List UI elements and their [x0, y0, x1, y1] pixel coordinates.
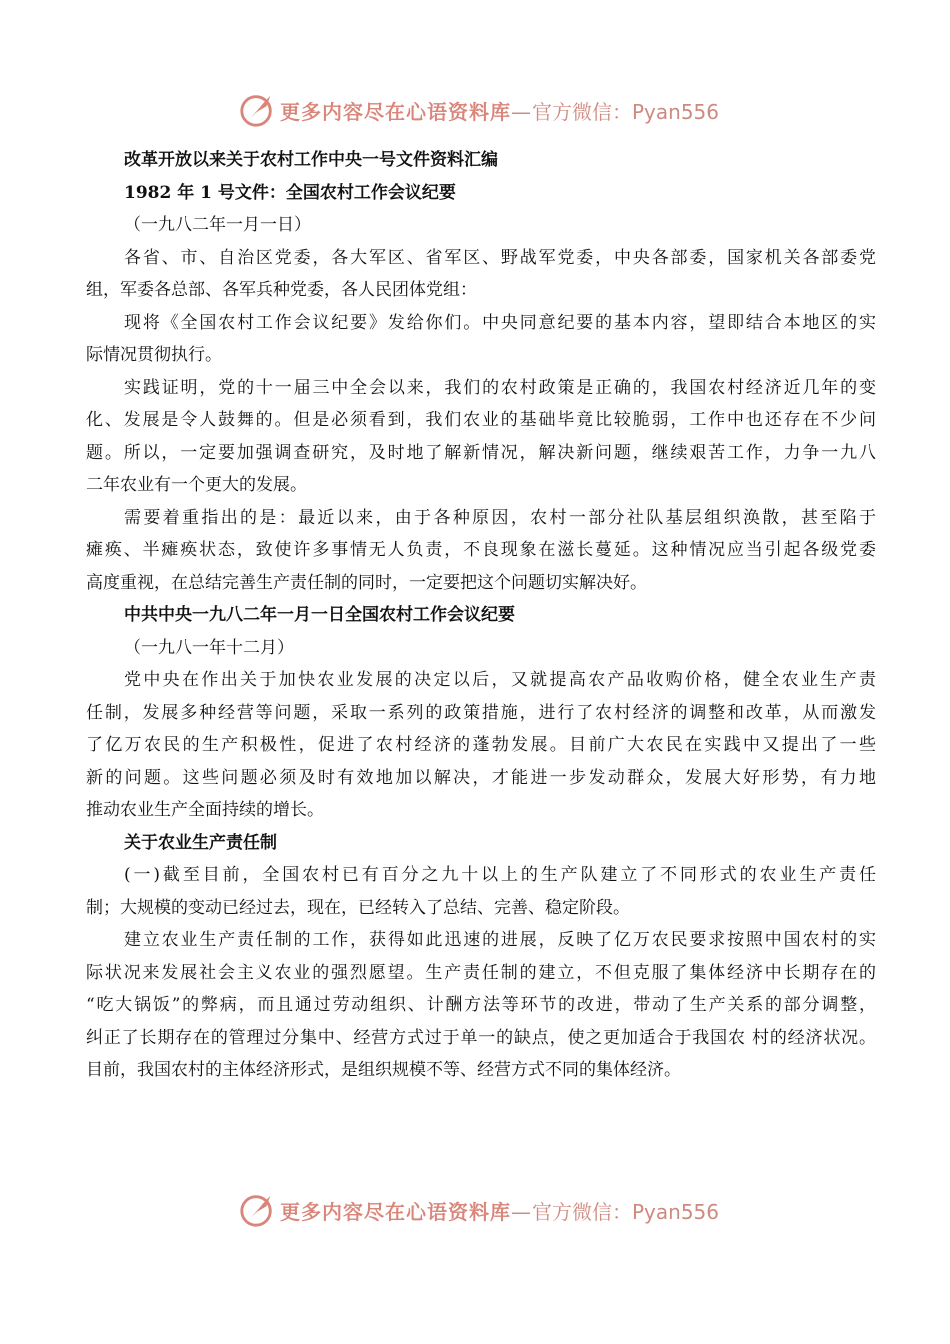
paragraph-line: 目前，我国农村的主体经济形式，是组织规模不等、经营方式不同的集体经济。 — [86, 1060, 681, 1080]
paragraph-line: 高度重视，在总结完善生产责任制的同时，一定要把这个问题切实解决好。 — [86, 572, 647, 593]
paragraph-line: 际状况来发展社会主义农业的强烈愿望。生产责任制的建立，不但克服了集体经济中长期存在的 — [86, 962, 876, 983]
paragraph-line: 纠正了长期存在的管理过分集中、经营方式过于单一的缺点，使之更加适合于我国农 村的经济状况。 — [86, 1027, 876, 1048]
watermark-banner-top — [238, 90, 738, 130]
date-line: （一九八二年一月一日） — [124, 215, 311, 235]
document-title: 改革开放以来关于农村工作中央一号文件资料汇编 — [124, 150, 498, 170]
paragraph-line: 各省、市、自治区党委，各大军区、省军区、野战军党委，中央各部委，国家机关各部委党 — [124, 247, 876, 268]
paragraph-line: 际情况贯彻执行。 — [86, 345, 222, 365]
quill-logo-icon — [238, 91, 276, 129]
paragraph-line: 建立农业生产责任制的工作，获得如此迅速的进展，反映了亿万农民要求按照中国农村的实 — [124, 930, 876, 950]
paragraph-line: 二年农业有一个更大的发展。 — [86, 475, 307, 495]
paragraph-line: 瘫痪、半瘫痪状态，致使许多事情无人负责，不良现象在滋长蔓延。这种情况应当引起各级党委 — [86, 540, 876, 560]
document-subtitle: 1982 年 1 号文件：全国农村工作会议纪要 — [124, 182, 456, 203]
watermark-text: 更多内容尽在心语资料库—官方微信：Pyan556 — [280, 99, 720, 124]
quill-logo-icon — [238, 1191, 276, 1229]
paragraph-line: 实践证明，党的十一届三中全会以来，我们的农村政策是正确的，我国农村经济近几年的变 — [124, 377, 876, 398]
section-heading: 关于农业生产责任制 — [124, 832, 277, 853]
watermark-text: 更多内容尽在心语资料库—官方微信：Pyan556 — [280, 1199, 720, 1224]
paragraph-line: 化、发展是令人鼓舞的。但是必须看到，我们农业的基础毕竟比较脆弱，工作中也还存在不少问 — [86, 410, 876, 430]
paragraph-line: 了亿万农民的生产积极性，促进了农村经济的蓬勃发展。目前广大农民在实践中又提出了一些 — [86, 735, 876, 755]
paragraph-line: 现将《全国农村工作会议纪要》发给你们。中央同意纪要的基本内容，望即结合本地区的实 — [124, 312, 876, 333]
document-body — [86, 144, 876, 1087]
paragraph-line: 题。所以，一定要加强调查研究，及时地了解新情况，解决新问题，继续艰苦工作，力争一九八 — [86, 442, 876, 463]
paragraph-line: 推动农业生产全面持续的增长。 — [86, 800, 324, 820]
paragraph-line: 党中央在作出关于加快农业发展的决定以后，又就提高农产品收购价格，健全农业生产责 — [124, 670, 876, 690]
watermark-banner-bottom — [238, 1190, 738, 1230]
paragraph-line: 需要着重指出的是：最近以来，由于各种原因，农村一部分社队基层组织涣散，甚至陷于 — [124, 507, 876, 528]
paragraph-line: “吃大锅饭”的弊病，而且通过劳动组织、计酬方法等环节的改进，带动了生产关系的部分调整， — [86, 995, 876, 1015]
paragraph-line: 任制，发展多种经营等问题，采取一系列的政策措施，进行了农村经济的调整和改革，从而激发 — [86, 702, 876, 723]
section-heading: 中共中央一九八二年一月一日全国农村工作会议纪要 — [124, 605, 515, 625]
date-line: （一九八一年十二月） — [124, 637, 294, 658]
paragraph-line: 新的问题。这些问题必须及时有效地加以解决，才能进一步发动群众，发展大好形势，有力地 — [86, 767, 876, 788]
paragraph-line: 制；大规模的变动已经过去，现在，已经转入了总结、完善、稳定阶段。 — [86, 897, 630, 918]
paragraph-line: 组，军委各总部、各军兵种党委，各人民团体党组： — [86, 280, 477, 300]
paragraph-line: (一)截至目前，全国农村已有百分之九十以上的生产队建立了不同形式的农业生产责任 — [124, 865, 876, 885]
